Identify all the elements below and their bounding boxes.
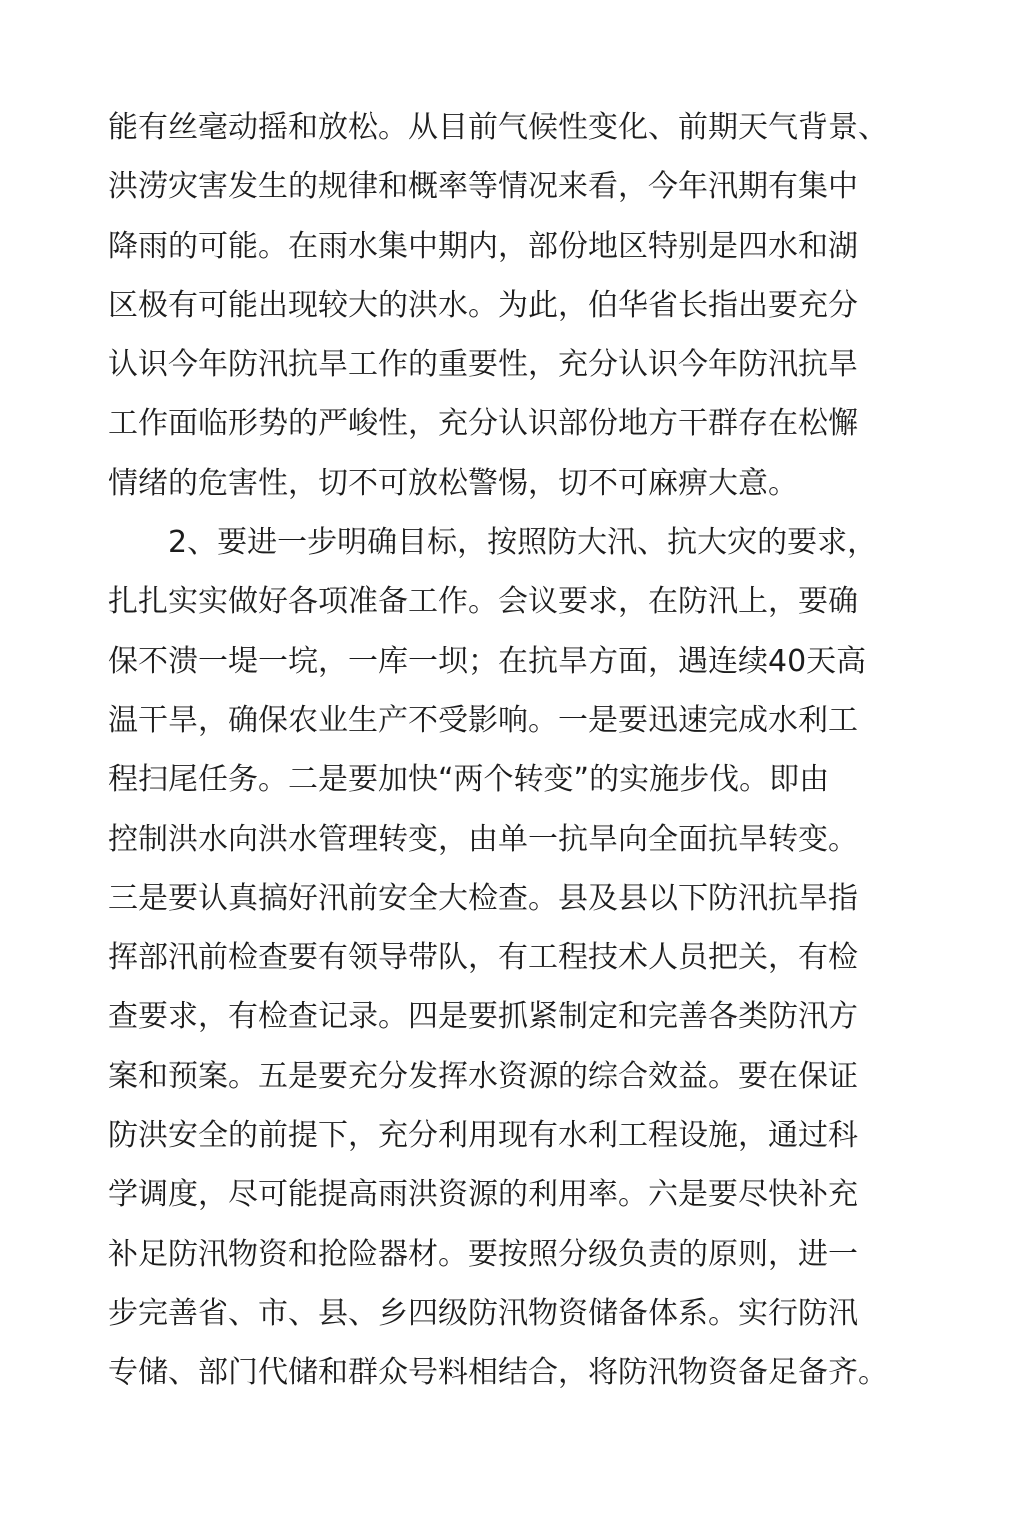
text-line: 温干旱，确保农业生产不受影响。一是要迅速完成水利工 — [108, 702, 858, 738]
text-line: 区极有可能出现较大的洪水。为此，伯华省长指出要充分 — [108, 287, 858, 323]
text-line: 能有丝毫动摇和放松。从目前气候性变化、前期天气背景、 — [108, 110, 888, 145]
body-text — [108, 98, 888, 1403]
text-line: 防洪安全的前提下，充分利用现有水利工程设施，通过科 — [108, 1118, 858, 1154]
text-line: 洪涝灾害发生的规律和概率等情况来看，今年汛期有集中 — [108, 169, 858, 205]
text-line: 扎扎实实做好各项准备工作。会议要求，在防汛上，要确 — [108, 584, 858, 620]
text-line: 认识今年防汛抗旱工作的重要性，充分认识今年防汛抗旱 — [108, 347, 858, 383]
paragraph-start-line: 2、要进一步明确目标，按照防大汛、抗大灾的要求， — [168, 525, 878, 561]
text-line: 三是要认真搞好汛前安全大检查。县及县以下防汛抗旱指 — [108, 880, 858, 916]
text-line: 程扫尾任务。二是要加快“两个转变”的实施步伐。即由 — [108, 762, 830, 798]
text-line: 步完善省、市、县、乡四级防汛物资储备体系。实行防汛 — [108, 1295, 858, 1331]
text-line: 学调度，尽可能提高雨洪资源的利用率。六是要尽快补充 — [108, 1177, 858, 1213]
text-line: 案和预案。五是要充分发挥水资源的综合效益。要在保证 — [108, 1058, 858, 1094]
text-line: 挥部汛前检查要有领导带队，有工程技术人员把关，有检 — [108, 940, 858, 976]
text-line: 查要求，有检查记录。四是要抓紧制定和完善各类防汛方 — [108, 999, 858, 1035]
text-line: 控制洪水向洪水管理转变，由单一抗旱向全面抗旱转变。 — [108, 821, 858, 857]
text-line: 补足防汛物资和抢险器材。要按照分级负责的原则，进一 — [108, 1236, 858, 1272]
text-line: 降雨的可能。在雨水集中期内，部份地区特别是四水和湖 — [108, 228, 858, 264]
text-line: 专储、部门代储和群众号料相结合，将防汛物资备足备齐。 — [108, 1355, 888, 1391]
text-line: 工作面临形势的严峻性，充分认识部份地方干群存在松懈 — [108, 406, 858, 442]
text-line: 情绪的危害性，切不可放松警惕，切不可麻痹大意。 — [108, 465, 798, 501]
text-line: 保不溃一堤一垸，一库一坝；在抗旱方面，遇连续40天高 — [108, 643, 867, 679]
